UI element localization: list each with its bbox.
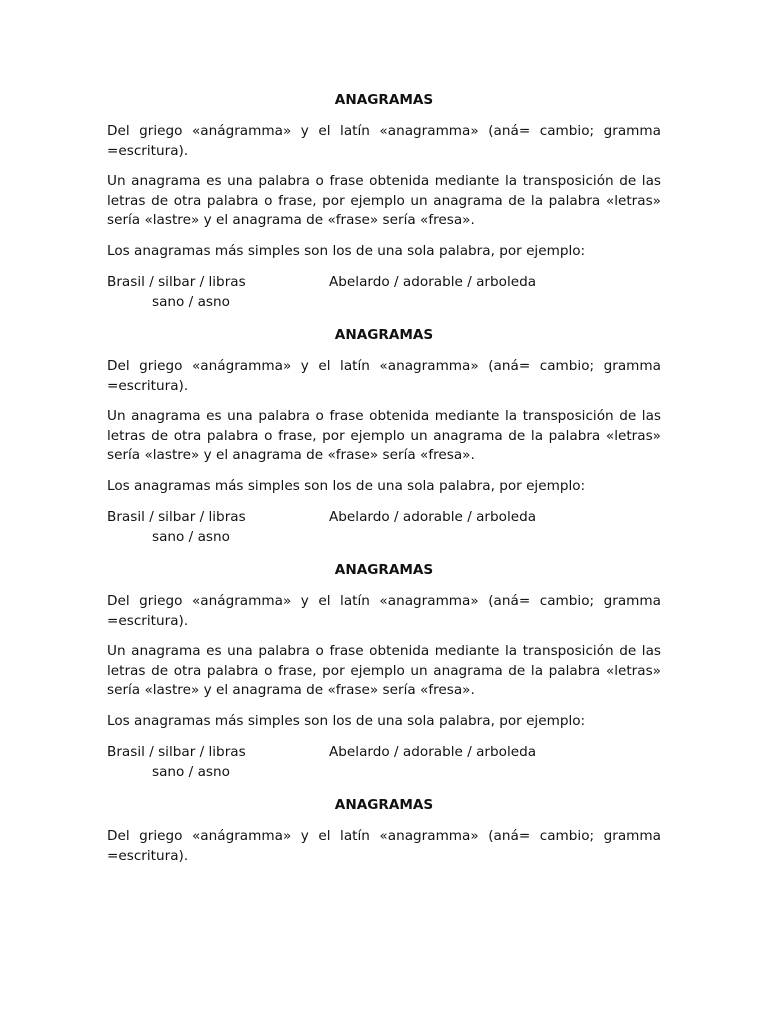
intro-paragraph: Los anagramas más simples son los de una sola palabra, por ejemplo: — [107, 242, 586, 259]
anagram-section — [107, 795, 661, 866]
etymology-paragraph: Del griego «anágramma» y el latín «anagramma» (aná= cambio; gramma =escritura). — [107, 828, 661, 864]
section-title: ANAGRAMAS — [334, 797, 434, 813]
intro-paragraph: Los anagramas más simples son los de una sola palabra, por ejemplo: — [107, 712, 586, 729]
intro-paragraph: Los anagramas más simples son los de una sola palabra, por ejemplo: — [107, 477, 586, 494]
etymology-paragraph: Del griego «anágramma» y el latín «anagramma» (aná= cambio; gramma =escritura). — [107, 123, 661, 159]
anagram-section — [107, 325, 661, 547]
example-left: Brasil / silbar / libras — [107, 744, 246, 760]
anagram-section — [107, 90, 661, 312]
examples-block — [107, 272, 661, 312]
definition-paragraph: Un anagrama es una palabra o frase obtenida mediante la transposición de las letras de otra palabra o frase, por ejemplo un anagrama de la palabra «letras» sería «lastre» y el anagrama de «frase» sería «fresa». — [107, 173, 661, 228]
document-body — [107, 90, 661, 877]
etymology-paragraph: Del griego «anágramma» y el latín «anagramma» (aná= cambio; gramma =escritura). — [107, 593, 661, 629]
section-title: ANAGRAMAS — [334, 562, 434, 578]
examples-block — [107, 742, 661, 782]
examples-block — [107, 507, 661, 547]
example-right: Abelardo / adorable / arboleda — [329, 744, 537, 760]
etymology-paragraph: Del griego «anágramma» y el latín «anagramma» (aná= cambio; gramma =escritura). — [107, 358, 661, 394]
example-left: Brasil / silbar / libras — [107, 274, 246, 290]
section-title: ANAGRAMAS — [334, 92, 434, 108]
example-right: Abelardo / adorable / arboleda — [329, 274, 537, 290]
example-left: Brasil / silbar / libras — [107, 509, 246, 525]
example-indented: sano / asno — [152, 529, 230, 545]
anagram-section — [107, 560, 661, 782]
example-indented: sano / asno — [152, 294, 230, 310]
example-right: Abelardo / adorable / arboleda — [329, 509, 537, 525]
example-indented: sano / asno — [152, 764, 230, 780]
definition-paragraph: Un anagrama es una palabra o frase obtenida mediante la transposición de las letras de otra palabra o frase, por ejemplo un anagrama de la palabra «letras» sería «lastre» y el anagrama de «frase» sería «fresa». — [107, 408, 661, 463]
definition-paragraph: Un anagrama es una palabra o frase obtenida mediante la transposición de las letras de otra palabra o frase, por ejemplo un anagrama de la palabra «letras» sería «lastre» y el anagrama de «frase» sería «fresa». — [107, 643, 661, 698]
section-title: ANAGRAMAS — [334, 327, 434, 343]
